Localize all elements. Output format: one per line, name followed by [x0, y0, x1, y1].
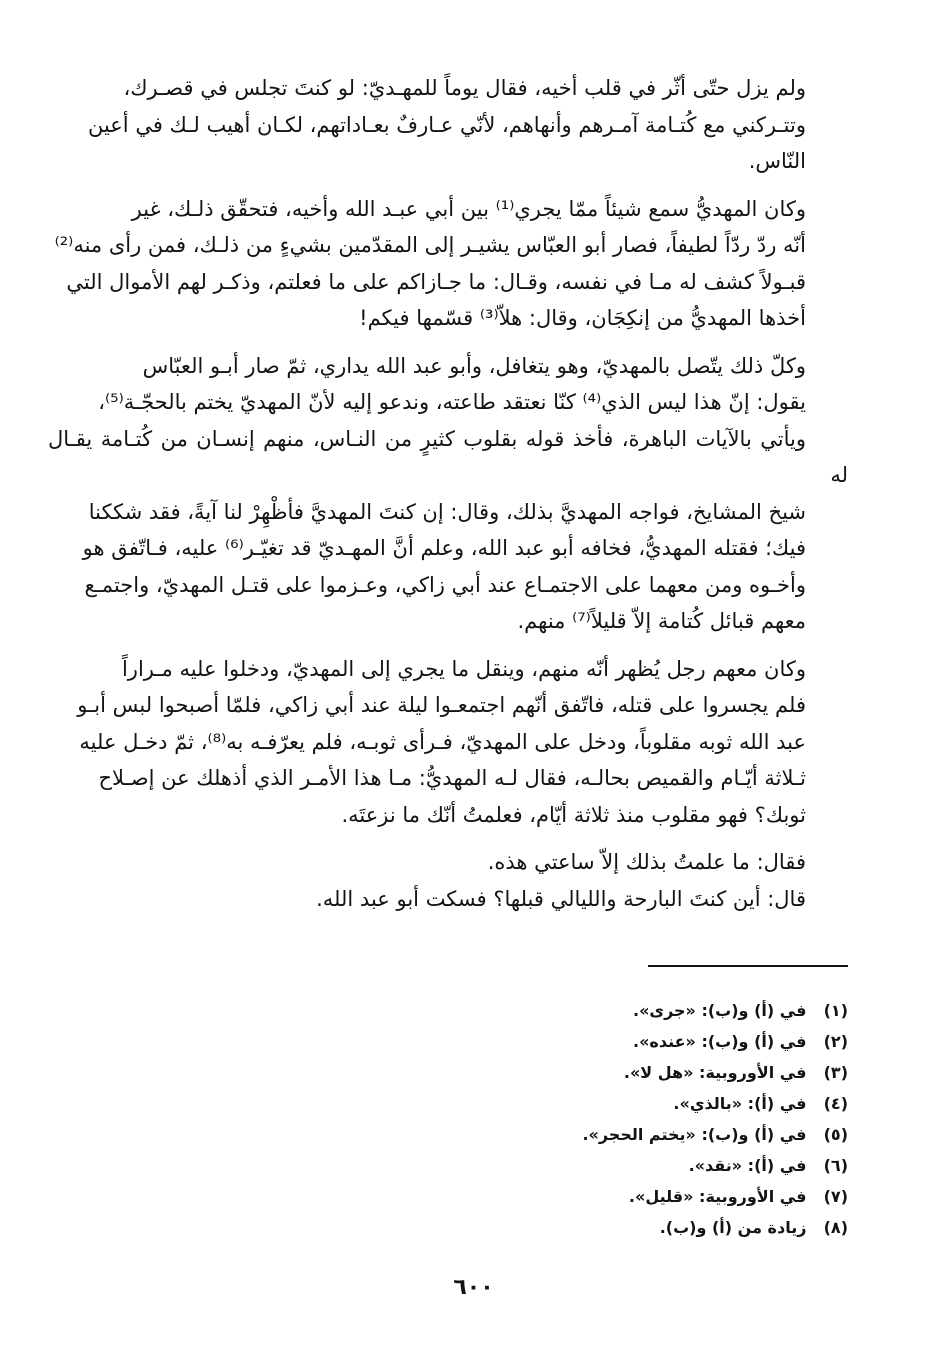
text-line: يقول: إنّ هذا ليس الذي⁽⁴⁾ كنّا نعتقد طاعته، وندعو إليه لأنّ المهديّ يختم بالحجّـة⁽⁵⁾، — [98, 390, 806, 414]
paragraph-2 — [48, 191, 848, 337]
footnote — [48, 1150, 848, 1181]
paragraph-1 — [48, 70, 848, 180]
text-line: وكان معهم رجل يُظهر أنّه منهم، وينقل ما يجري إلى المهديّ، ودخلوا عليه مـراراً — [121, 656, 806, 681]
footnote — [48, 995, 848, 1026]
footnote-text: في الأوروبية: «قليل». — [628, 1187, 807, 1206]
dialogue-line-2: قال: أين كنتَ البارحة والليالي قبلها؟ فسكت أبو عبد الله. — [316, 886, 806, 911]
footnote — [48, 1212, 848, 1243]
footnote — [48, 1119, 848, 1150]
text-line: ولم يزل حتّى أثّر في قلب أخيه، فقال يوماً للمهـديّ: لو كنتَ تجلس في قصـرك، — [123, 76, 806, 100]
footnote-number: (١) — [823, 1001, 848, 1020]
text-line: وتتـركني مع كُتـامة آمـرهم وأنهاهم، لأنّي عـارفٌ بعـاداتهم، لكـان أهيب لـك في أعين — [87, 112, 806, 137]
footnote-text: في (أ) و(ب): «يختم الحجر». — [582, 1125, 807, 1144]
footnote-text: في الأوروبية: «هل لا». — [623, 1063, 807, 1082]
footnote — [48, 1181, 848, 1212]
footnote-number: (٨) — [823, 1218, 848, 1237]
text-line: ثـلاثة أيّـام والقميص بحالـه، فقال لـه المهديُّ: مـا هذا الأمـر الذي أذهلك عن إصـلاح — [98, 766, 806, 790]
dialogue-line-1: فقال: ما علمتُ بذلك إلاّ ساعتي هذه. — [487, 850, 806, 874]
main-text — [48, 70, 848, 917]
text-line: وكان المهديُّ سمع شيئاً ممّا يجري⁽¹⁾ بين أبي عبـد الله وأخيه، فتحقّق ذلـك، غير — [131, 196, 806, 221]
footnote — [48, 1026, 848, 1057]
footnote — [48, 1088, 848, 1119]
footnote-text: في (أ): «بالذي». — [673, 1094, 807, 1113]
text-line: وكلّ ذلك يتّصل بالمهديّ، وهو يتغافل، وأبو عبد الله يداري، ثمّ صار أبـو العبّاس — [142, 353, 806, 378]
footnote-number: (٧) — [823, 1187, 848, 1206]
text-line: النّاس. — [748, 149, 806, 173]
text-line: أنّه ردّ ردّاً لطيفاً، فصار أبو العبّاس يشيـر إلى المقدّمين بشيءٍ من ذلـك، فمن رأى منه⁽²⁾ — [54, 233, 806, 257]
text-line: ثوبك؟ فهو مقلوب منذ ثلاثة أيّام، فعلمتُ أنّك ما نزعتَه. — [341, 802, 806, 827]
footnote-text: في (أ) و(ب): «عنده». — [632, 1032, 807, 1051]
text-line: وأخـوه ومن معهما على الاجتمـاع عند أبي زاكي، وعـزموا على قتـل المهديّ، واجتمـع — [84, 572, 806, 597]
text-line: عبد الله ثوبه مقلوباً، ودخل على المهديّ، فـرأى ثوبـه، فلم يعرّفـه به⁽⁸⁾، ثمّ دخـل عليه — [79, 729, 806, 754]
footnote-text: في (أ): «نقد». — [688, 1156, 807, 1175]
text-line: أخذها المهديُّ من إنكِجَان، وقال: هلاّ⁽³⁾ قسّمها فيكم! — [359, 306, 806, 330]
footnote-separator — [648, 965, 848, 967]
text-line: ويأتي بالآيات الباهرة، فأخذ قوله بقلوب كثيرٍ من النـاس، منهم إنسـان من كُتـامة يقـال له — [48, 426, 848, 487]
footnote-number: (٤) — [823, 1094, 848, 1113]
footnote-number: (٢) — [823, 1032, 848, 1051]
paragraph-3 — [48, 348, 848, 640]
text-line: فيك؛ فقتله المهديُّ، فخافه أبو عبد الله، وعلم أنَّ المهـديّ قد تغيّـر⁽⁶⁾ عليه، فـاتّفق هو — [82, 536, 806, 560]
text-line: معهم قبائل كُتامة إلاّ قليلاً⁽⁷⁾ منهم. — [517, 609, 806, 633]
page-number: ٦٠٠ — [453, 1275, 494, 1300]
footnotes — [48, 995, 848, 1243]
footnote — [48, 1057, 848, 1088]
footnote-number: (٦) — [823, 1156, 848, 1175]
footnote-text: في (أ) و(ب): «جرى». — [632, 1001, 807, 1020]
text-line: شيخ المشايخ، فواجه المهديَّ بذلك، وقال: إن كنتَ المهديَّ فأظْهِرْ لنا آيةً، فقد شككنا — [88, 499, 806, 524]
footnote-text: زيادة من (أ) و(ب). — [659, 1218, 807, 1237]
footnote-number: (٣) — [823, 1063, 848, 1082]
footnote-number: (٥) — [823, 1125, 848, 1144]
text-line: قبـولاً كشف له مـا في نفسه، وقـال: ما جـازاكم على ما فعلتم، وذكـر لهم الأموال التي — [66, 269, 806, 294]
text-line: فلم يجسروا على قتله، فاتّفق أنّهم اجتمعـوا ليلة عند أبي زاكي، فلمّا أصبحوا لبس أبـو — [77, 693, 806, 717]
paragraph-4 — [48, 651, 848, 834]
